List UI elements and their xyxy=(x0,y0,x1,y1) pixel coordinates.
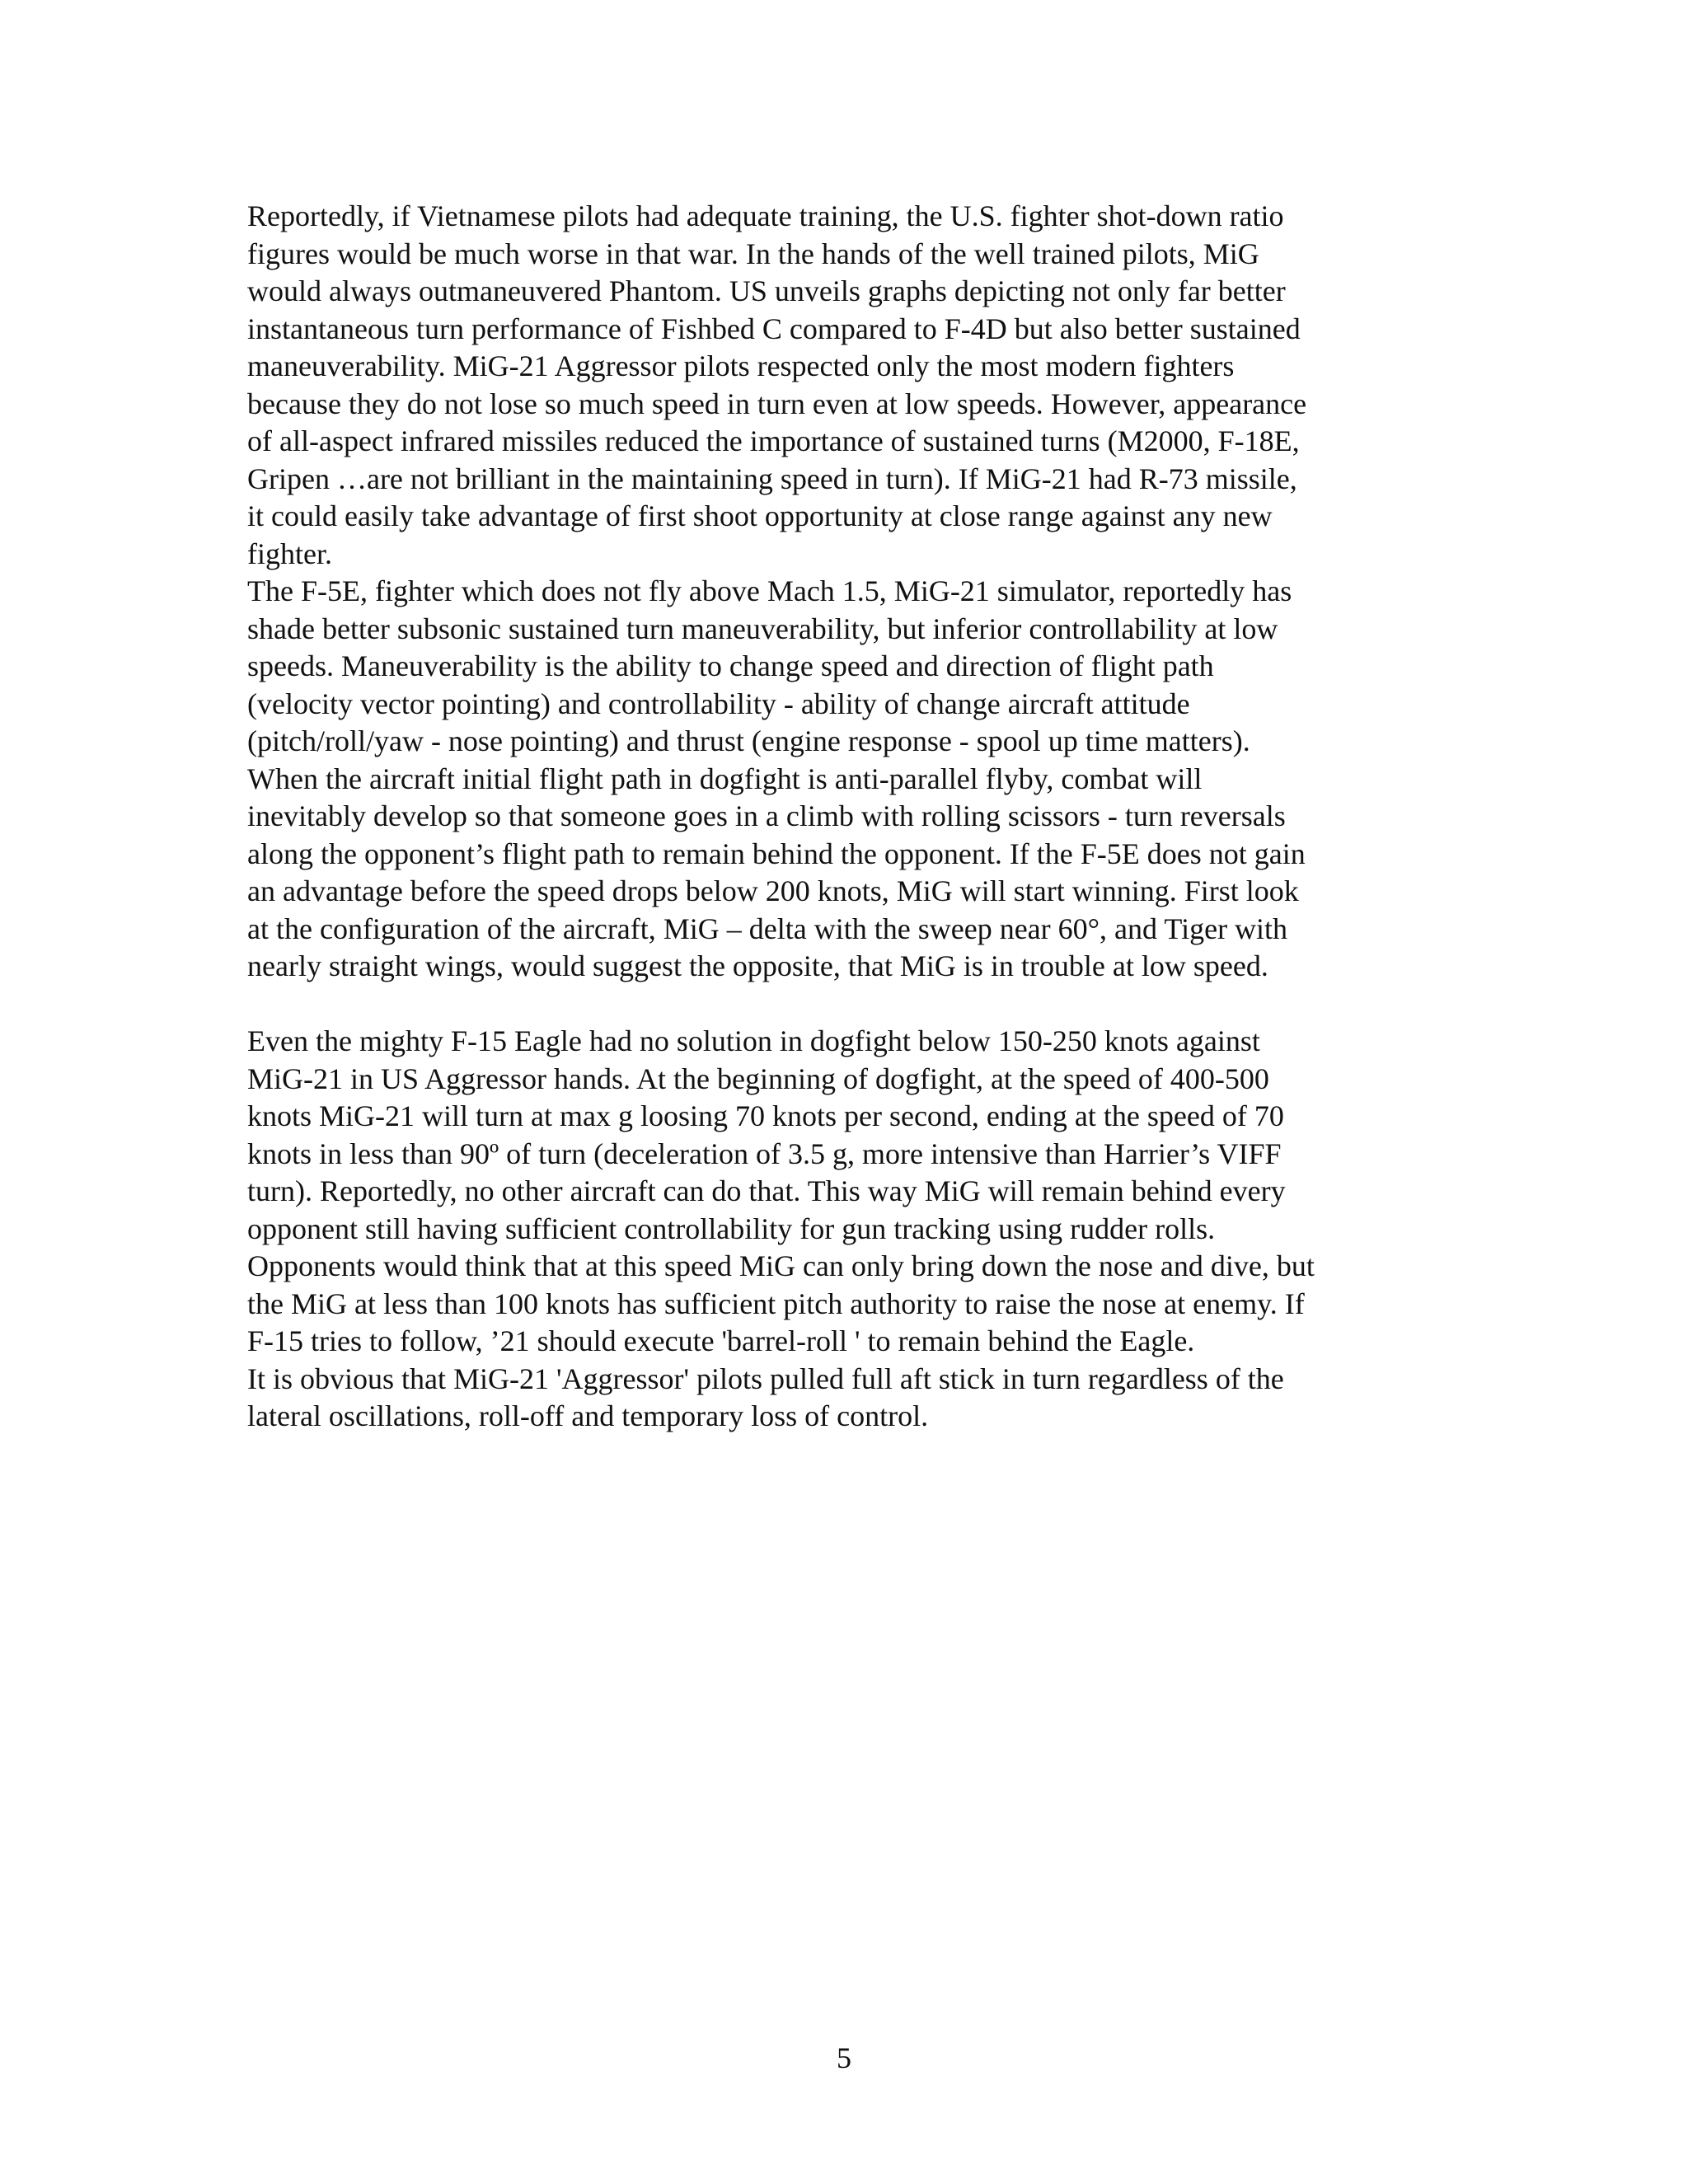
text-line: figures would be much worse in that war. In the hands of the well trained pilots, MiG xyxy=(247,237,1259,270)
text-line: an advantage before the speed drops below 200 knots, MiG will start winning. First look xyxy=(247,874,1299,907)
text-line: Opponents would think that at this speed MiG can only bring down the nose and dive, but xyxy=(247,1249,1315,1282)
paragraph-1 xyxy=(247,198,1451,573)
text-line: knots MiG-21 will turn at max g loosing 70 knots per second, ending at the speed of 70 xyxy=(247,1099,1284,1132)
text-line: the MiG at less than 100 knots has sufficient pitch authority to raise the nose at enemy. If xyxy=(247,1286,1305,1320)
page-number: 5 xyxy=(837,2041,851,2074)
paragraph-3 xyxy=(247,1023,1451,1361)
text-line: would always outmaneuvered Phantom. US unveils graphs depicting not only far better xyxy=(247,274,1286,307)
text-line: maneuverability. MiG-21 Aggressor pilots respected only the most modern fighters xyxy=(247,349,1235,382)
text-line: inevitably develop so that someone goes in a climb with rolling scissors - turn reversals xyxy=(247,799,1286,832)
text-line: The F-5E, fighter which does not fly above Mach 1.5, MiG-21 simulator, reportedly has xyxy=(247,574,1292,607)
text-line: fighter. xyxy=(247,537,332,570)
text-line: at the configuration of the aircraft, MiG – delta with the sweep near 60°, and Tiger with xyxy=(247,912,1288,945)
paragraph-gap xyxy=(247,986,1451,1024)
paragraph-2 xyxy=(247,573,1451,986)
text-line: Gripen …are not brilliant in the maintaining speed in turn). If MiG-21 had R-73 missile, xyxy=(247,462,1297,495)
text-line: MiG-21 in US Aggressor hands. At the beginning of dogfight, at the speed of 400-500 xyxy=(247,1062,1269,1095)
text-line: of all-aspect infrared missiles reduced the importance of sustained turns (M2000, F-18E, xyxy=(247,424,1300,457)
text-line: instantaneous turn performance of Fishbed C compared to F-4D but also better sustained xyxy=(247,312,1301,345)
text-line: nearly straight wings, would suggest the opposite, that MiG is in trouble at low speed. xyxy=(247,949,1268,982)
text-line: F-15 tries to follow, ’21 should execute 'barrel-roll ' to remain behind the Eagle. xyxy=(247,1324,1195,1357)
text-line: (velocity vector pointing) and controllability - ability of change aircraft attitude xyxy=(247,687,1190,720)
text-line: shade better subsonic sustained turn maneuverability, but inferior controllability at low xyxy=(247,612,1278,645)
paragraph-4 xyxy=(247,1361,1451,1436)
text-line: Even the mighty F-15 Eagle had no solution in dogfight below 150-250 knots against xyxy=(247,1024,1260,1057)
text-line: turn). Reportedly, no other aircraft can do that. This way MiG will remain behind every xyxy=(247,1174,1286,1207)
text-line: it could easily take advantage of first shoot opportunity at close range against any new xyxy=(247,499,1273,532)
text-line: (pitch/roll/yaw - nose pointing) and thrust (engine response - spool up time matters). xyxy=(247,724,1250,757)
text-line: lateral oscillations, roll-off and temporary loss of control. xyxy=(247,1399,929,1432)
text-line: knots in less than 90º of turn (deceleration of 3.5 g, more intensive than Harrier’s VIFF xyxy=(247,1137,1282,1170)
text-line: along the opponent’s flight path to remain behind the opponent. If the F-5E does not gain xyxy=(247,837,1306,870)
text-line: Reportedly, if Vietnamese pilots had adequate training, the U.S. fighter shot-down ratio xyxy=(247,199,1284,232)
body-text xyxy=(247,198,1451,1436)
text-line: speeds. Maneuverability is the ability to change speed and direction of flight path xyxy=(247,649,1214,682)
text-line: It is obvious that MiG-21 'Aggressor' pilots pulled full aft stick in turn regardless of the xyxy=(247,1361,1284,1395)
text-line: because they do not lose so much speed in turn even at low speeds. However, appearance xyxy=(247,387,1307,420)
text-line: When the aircraft initial flight path in dogfight is anti-parallel flyby, combat will xyxy=(247,762,1203,795)
text-line: opponent still having sufficient controllability for gun tracking using rudder rolls. xyxy=(247,1212,1216,1245)
